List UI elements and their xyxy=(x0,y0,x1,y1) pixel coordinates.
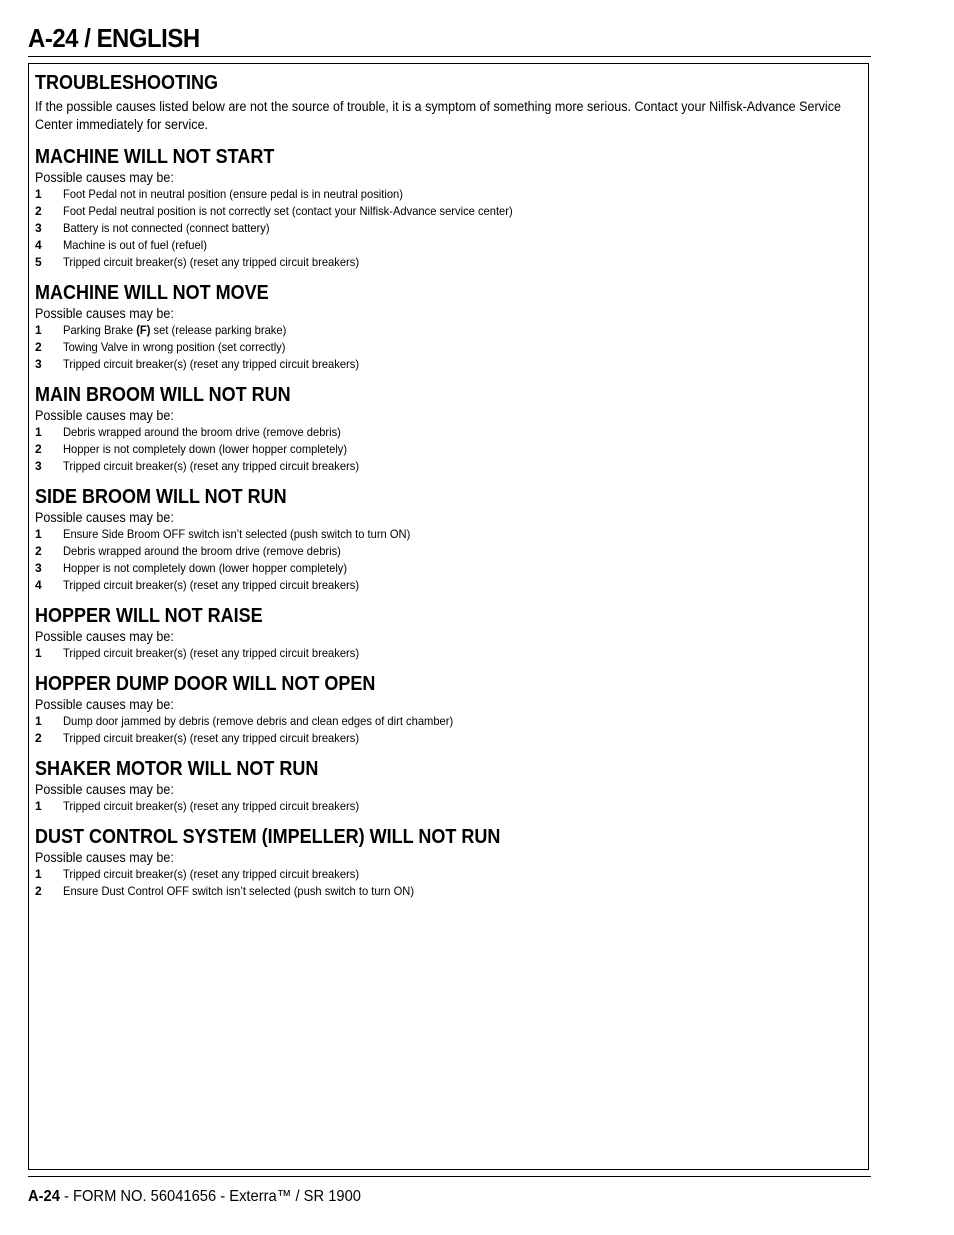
list-item xyxy=(35,203,862,220)
section-machine-will-not-start xyxy=(35,144,862,271)
section-title: MAIN BROOM WILL NOT RUN xyxy=(35,384,291,406)
list-item xyxy=(35,713,862,730)
section-machine-will-not-move xyxy=(35,280,862,373)
section-hopper-will-not-raise xyxy=(35,603,862,662)
troubleshooting-box xyxy=(28,63,869,1170)
section-side-broom-will-not-run xyxy=(35,484,862,594)
list-item xyxy=(35,441,862,458)
page-title: A-24 / ENGLISH xyxy=(28,23,200,53)
causes-list xyxy=(35,713,862,747)
item-text: Hopper is not completely down (lower hopper completely) xyxy=(63,561,348,575)
item-number: 1 xyxy=(35,187,42,201)
list-item xyxy=(35,730,862,747)
item-text: Tripped circuit breaker(s) (reset any tripped circuit breakers) xyxy=(63,459,360,473)
causes-list xyxy=(35,186,862,271)
item-number: 2 xyxy=(35,544,42,558)
item-text-bold: (F) xyxy=(136,323,151,337)
footer-page-number: A-24 xyxy=(28,1188,60,1205)
item-text: Tripped circuit breaker(s) (reset any tripped circuit breakers) xyxy=(63,357,360,371)
list-item xyxy=(35,798,862,815)
item-number: 2 xyxy=(35,731,42,745)
item-number: 3 xyxy=(35,357,42,371)
item-number: 3 xyxy=(35,221,42,235)
item-number: 3 xyxy=(35,459,42,473)
item-text: Dump door jammed by debris (remove debris and clean edges of dirt chamber) xyxy=(63,714,454,728)
section-title: MACHINE WILL NOT MOVE xyxy=(35,282,269,304)
item-text: Hopper is not completely down (lower hopper completely) xyxy=(63,442,348,456)
list-item xyxy=(35,645,862,662)
item-number: 1 xyxy=(35,799,42,813)
item-number: 5 xyxy=(35,255,42,269)
causes-label: Possible causes may be: xyxy=(35,850,174,865)
causes-label: Possible causes may be: xyxy=(35,782,174,797)
section-hopper-dump-door-will-not-open xyxy=(35,671,862,747)
causes-list xyxy=(35,424,862,475)
item-text: Foot Pedal not in neutral position (ensure pedal is in neutral position) xyxy=(63,187,403,201)
list-item xyxy=(35,883,862,900)
item-number: 2 xyxy=(35,340,42,354)
item-text: Tripped circuit breaker(s) (reset any tripped circuit breakers) xyxy=(63,255,360,269)
item-number: 2 xyxy=(35,884,42,898)
list-item xyxy=(35,866,862,883)
item-number: 1 xyxy=(35,646,42,660)
section-shaker-motor-will-not-run xyxy=(35,756,862,815)
item-number: 1 xyxy=(35,323,42,337)
list-item xyxy=(35,356,862,373)
item-text: Battery is not connected (connect battery) xyxy=(63,221,270,235)
causes-list xyxy=(35,322,862,373)
list-item xyxy=(35,424,862,441)
intro-text: If the possible causes listed below are not the source of trouble, it is a symptom of something more serious. Contact your Nilfisk-Advance Service Center immediately for service. xyxy=(35,99,841,132)
item-number: 1 xyxy=(35,527,42,541)
item-number: 3 xyxy=(35,561,42,575)
section-title: MACHINE WILL NOT START xyxy=(35,146,275,168)
section-title: DUST CONTROL SYSTEM (IMPELLER) WILL NOT RUN xyxy=(35,826,501,848)
item-text: Towing Valve in wrong position (set correctly) xyxy=(63,340,286,354)
list-item xyxy=(35,254,862,271)
causes-label: Possible causes may be: xyxy=(35,510,174,525)
section-title: SHAKER MOTOR WILL NOT RUN xyxy=(35,758,319,780)
item-text: Tripped circuit breaker(s) (reset any tripped circuit breakers) xyxy=(63,646,360,660)
list-item xyxy=(35,339,862,356)
item-text: Tripped circuit breaker(s) (reset any tripped circuit breakers) xyxy=(63,578,360,592)
list-item xyxy=(35,560,862,577)
footer-form-info: - FORM NO. 56041656 - Exterra™ / SR 1900 xyxy=(59,1188,361,1205)
item-text: Debris wrapped around the broom drive (remove debris) xyxy=(63,544,341,558)
item-number: 2 xyxy=(35,204,42,218)
causes-label: Possible causes may be: xyxy=(35,170,174,185)
list-item xyxy=(35,220,862,237)
item-number: 1 xyxy=(35,425,42,439)
causes-label: Possible causes may be: xyxy=(35,697,174,712)
item-text-post: set (release parking brake) xyxy=(150,323,287,337)
item-text: Debris wrapped around the broom drive (remove debris) xyxy=(63,425,341,439)
item-text xyxy=(63,322,286,339)
causes-label: Possible causes may be: xyxy=(35,306,174,321)
item-text-pre: Parking Brake xyxy=(63,323,137,337)
causes-list xyxy=(35,526,862,594)
item-text: Tripped circuit breaker(s) (reset any tripped circuit breakers) xyxy=(63,867,360,881)
list-item xyxy=(35,458,862,475)
causes-label: Possible causes may be: xyxy=(35,629,174,644)
item-number: 1 xyxy=(35,867,42,881)
list-item xyxy=(35,543,862,560)
section-title: TROUBLESHOOTING xyxy=(35,72,219,94)
section-title: SIDE BROOM WILL NOT RUN xyxy=(35,486,287,508)
list-item xyxy=(35,526,862,543)
causes-list xyxy=(35,866,862,900)
item-text: Machine is out of fuel (refuel) xyxy=(63,238,207,252)
section-main-broom-will-not-run xyxy=(35,382,862,475)
item-number: 1 xyxy=(35,714,42,728)
causes-list xyxy=(35,798,862,815)
page-header xyxy=(28,20,871,57)
causes-label: Possible causes may be: xyxy=(35,408,174,423)
item-number: 4 xyxy=(35,238,42,252)
item-text: Ensure Side Broom OFF switch isn’t selected (push switch to turn ON) xyxy=(63,527,411,541)
footer-text xyxy=(28,1187,361,1207)
section-title: HOPPER DUMP DOOR WILL NOT OPEN xyxy=(35,673,376,695)
item-text: Ensure Dust Control OFF switch isn’t selected (push switch to turn ON) xyxy=(63,884,415,898)
list-item xyxy=(35,186,862,203)
item-number: 2 xyxy=(35,442,42,456)
item-text: Tripped circuit breaker(s) (reset any tripped circuit breakers) xyxy=(63,799,360,813)
causes-list xyxy=(35,645,862,662)
intro-section xyxy=(35,70,862,134)
section-dust-control-will-not-run xyxy=(35,824,862,900)
list-item xyxy=(35,322,862,339)
list-item xyxy=(35,577,862,594)
section-title: HOPPER WILL NOT RAISE xyxy=(35,605,263,627)
list-item xyxy=(35,237,862,254)
page-footer xyxy=(28,1176,871,1207)
item-text: Foot Pedal neutral position is not correctly set (contact your Nilfisk-Advance service center) xyxy=(63,204,513,218)
item-text: Tripped circuit breaker(s) (reset any tripped circuit breakers) xyxy=(63,731,360,745)
item-number: 4 xyxy=(35,578,42,592)
